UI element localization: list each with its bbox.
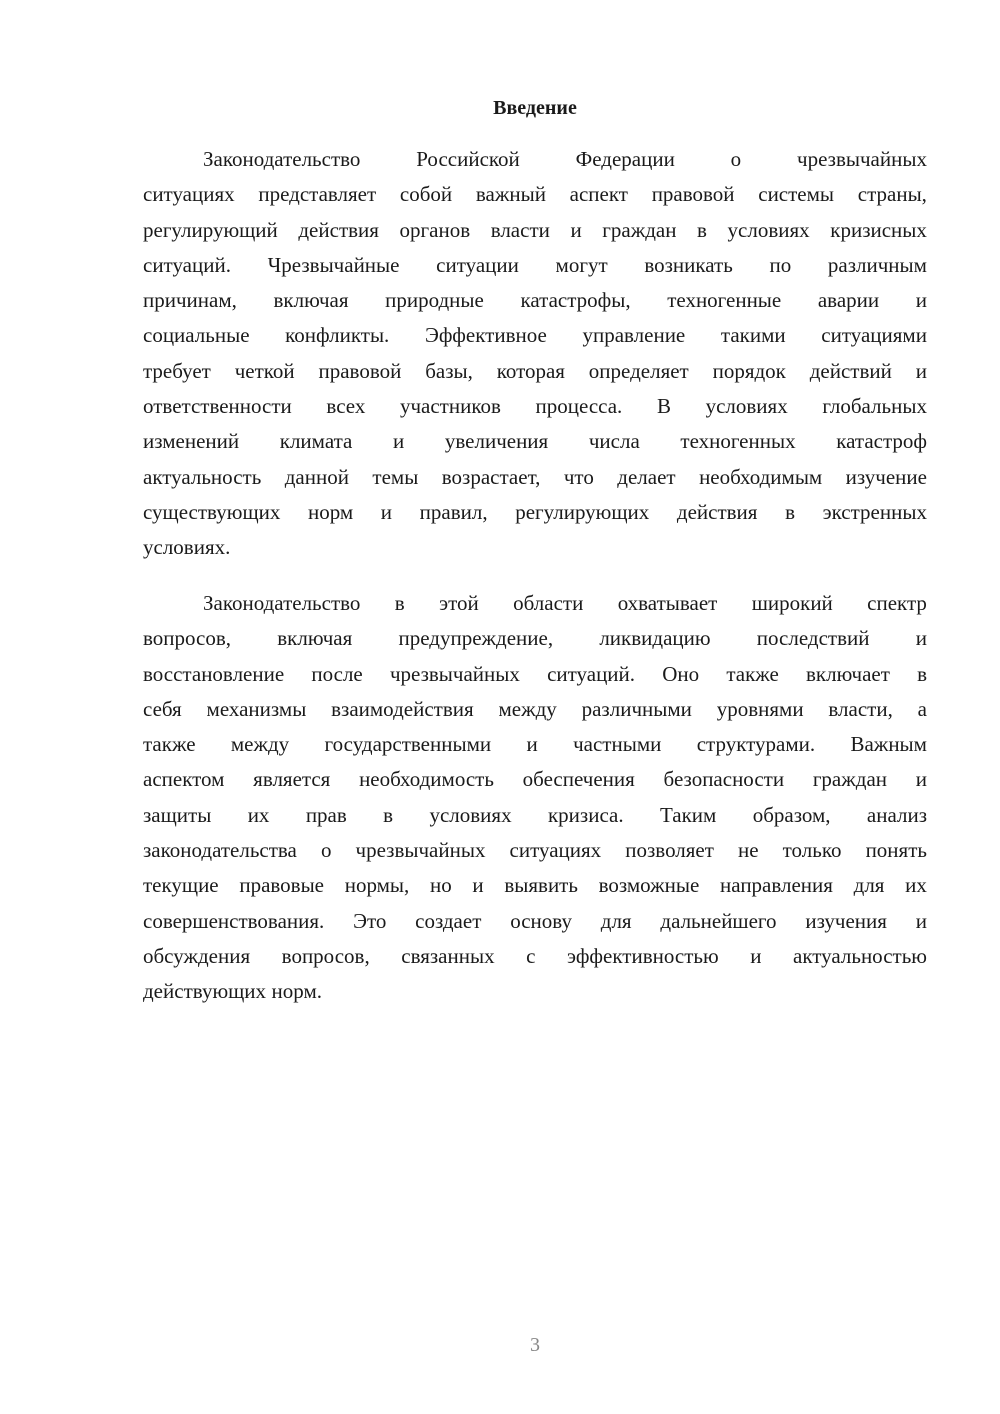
text-line: аспектом является необходимость обеспечения безопасности граждан и — [143, 767, 927, 792]
text-line: вопросов, включая предупреждение, ликвидацию последствий и — [143, 626, 927, 651]
text-line: ситуаций. Чрезвычайные ситуации могут возникать по различным — [143, 252, 927, 277]
text-line: условиях. — [143, 535, 231, 560]
text-line: регулирующий действия органов власти и граждан в условиях кризисных — [143, 217, 927, 242]
paragraph-1 — [143, 142, 927, 566]
text-line: себя механизмы взаимодействия между различными уровнями власти, а — [143, 696, 927, 721]
text-line: текущие правовые нормы, но и выявить возможные направления для их — [143, 873, 927, 898]
text-line: Законодательство Российской Федерации о чрезвычайных — [203, 147, 927, 171]
text-line: действующих норм. — [143, 979, 323, 1004]
text-line: законодательства о чрезвычайных ситуациях позволяет не только понять — [143, 838, 927, 863]
text-line: существующих норм и правил, регулирующих действия в экстренных — [143, 499, 927, 524]
page-number: 3 — [530, 1334, 540, 1356]
text-line: защиты их прав в условиях кризиса. Таким образом, анализ — [143, 802, 927, 827]
text-line: также между государственными и частными структурами. Важным — [143, 732, 927, 757]
text-line: обсуждения вопросов, связанных с эффективностью и актуальностью — [143, 943, 927, 968]
text-line: совершенствования. Это создает основу для дальнейшего изучения и — [143, 908, 927, 933]
text-line: социальные конфликты. Эффективное управление такими ситуациями — [143, 323, 927, 348]
text-line: Законодательство в этой области охватывает широкий спектр — [203, 591, 927, 615]
text-line: ответственности всех участников процесса. В условиях глобальных — [143, 394, 927, 419]
text-line: требует четкой правовой базы, которая определяет порядок действий и — [143, 358, 927, 383]
text-line: актуальность данной темы возрастает, что делает необходимым изучение — [143, 464, 927, 489]
text-line: изменений климата и увеличения числа техногенных катастроф — [143, 429, 927, 454]
section-title: Введение — [493, 97, 577, 119]
text-line: причинам, включая природные катастрофы, техногенные аварии и — [143, 288, 927, 313]
text-line: восстановление после чрезвычайных ситуаций. Оно также включает в — [143, 661, 927, 686]
paragraph-2 — [143, 586, 927, 1010]
text-line: ситуациях представляет собой важный аспект правовой системы страны, — [143, 182, 927, 207]
